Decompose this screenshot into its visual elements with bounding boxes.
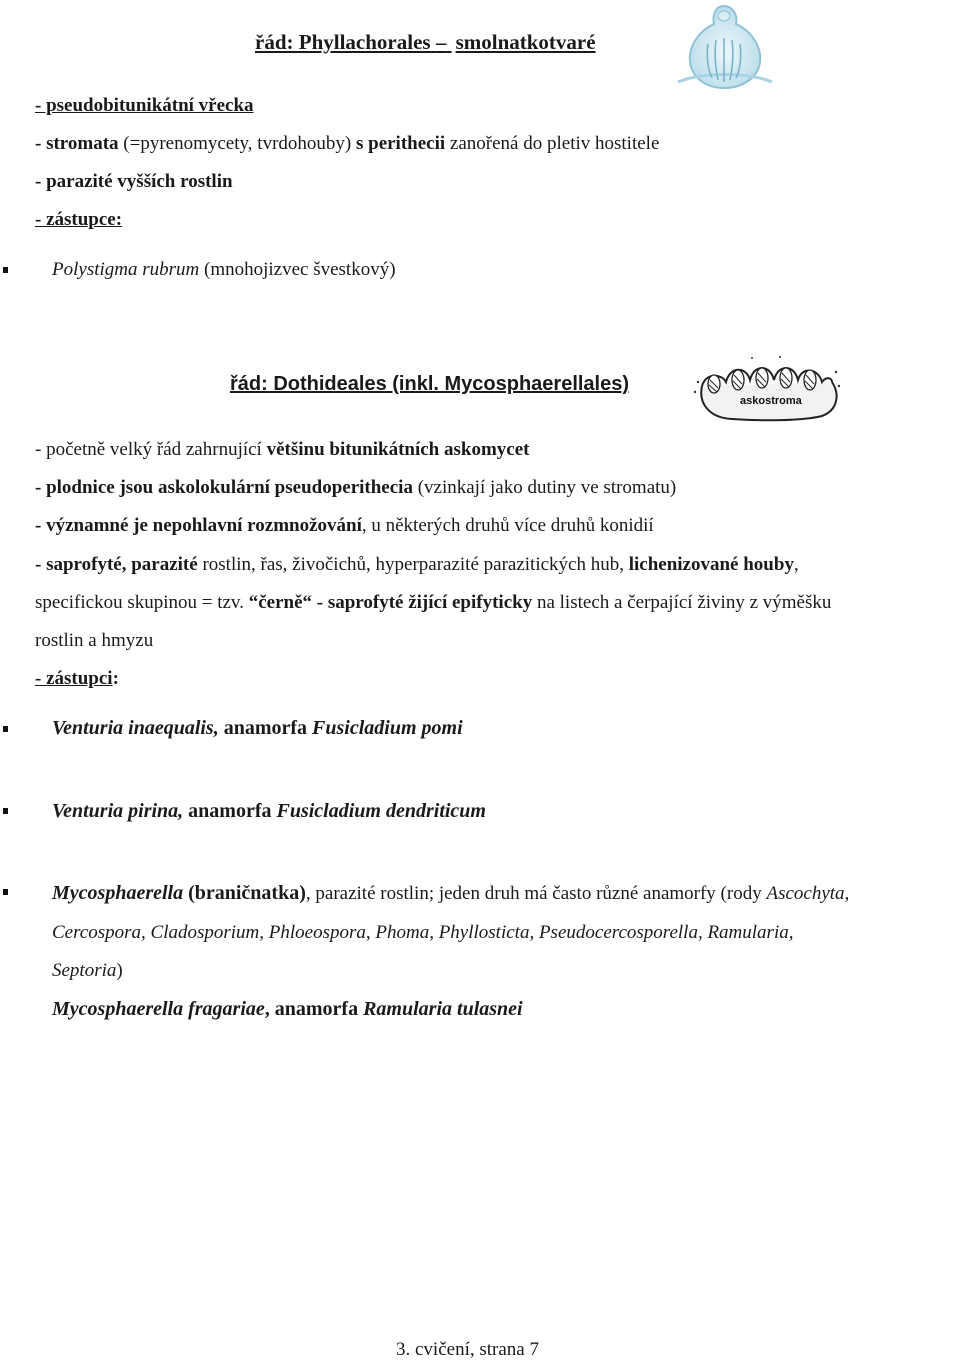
line-pseudobitunicate: - pseudobitunikátní vřecka (35, 95, 254, 116)
para-ecology-bold: - saprofyté, parazité (35, 554, 198, 575)
para-fruiting-bodies (35, 477, 676, 499)
list-item-mycosphaerella (52, 882, 849, 905)
title-order-name: řád: Phyllachorales (255, 30, 431, 54)
para-ecology-comma: , (793, 554, 799, 575)
species-name: Polystigma rubrum (52, 259, 200, 280)
genus-name: Mycosphaerella (52, 882, 184, 904)
title-czech-name: smolnatkotvaré (455, 30, 596, 54)
stromata-note: (=pyrenomycety, tvrdohouby) (118, 133, 356, 154)
anamorph-name: Ramularia tulasnei (363, 998, 523, 1020)
para-sooty-bold: “černě“ - saprofyté žijící epifyticky (248, 592, 533, 613)
genus-common-name: (braničnatka) (183, 882, 306, 904)
para-order-size-text: - početně velký řád zahrnující (35, 439, 267, 460)
para-order-size (35, 439, 529, 461)
stromata-rest: zanořená do pletiv hostitele (445, 133, 660, 154)
anamorph-genus-last: Septoria (52, 960, 117, 981)
species-name: Mycosphaerella fragariae (52, 998, 265, 1020)
list-item-venturia-pirina (52, 799, 486, 823)
perithecia-label: s perithecii (355, 133, 446, 154)
para-order-size-bold: většinu bitunikátních askomycet (266, 439, 530, 460)
para-asexual (35, 515, 654, 537)
section-title-phyllachorales (255, 30, 596, 54)
para-asexual-rest: , u některých druhů více druhů konidií (361, 515, 654, 536)
representatives-label: - zástupci (35, 668, 113, 689)
para-fruiting-note: (vzinkají jako dutiny ve stromatu) (412, 477, 677, 498)
species-name: Venturia inaequalis, (52, 717, 219, 739)
anamorph-label: anamorfa (183, 800, 277, 822)
stromata-label: - stromata (35, 133, 119, 154)
para-sooty-end: rostlin a hmyzu (35, 630, 154, 651)
common-name: (mnohojizvec švestkový) (199, 259, 396, 280)
askostroma-illustration (692, 352, 842, 424)
close-paren: ) (116, 960, 123, 981)
list-item-venturia-inaequalis (52, 716, 463, 740)
section-title-dothideales: řád: Dothideales (inkl. Mycosphaerellales) (230, 373, 630, 395)
para-fruiting-bold: - plodnice jsou askolokulární pseudoperithecia (35, 477, 413, 498)
anamorph-name: Fusicladium dendriticum (276, 800, 486, 822)
list-item-polystigma (52, 259, 396, 281)
line-parasites: - parazité vyšších rostlin (35, 171, 233, 192)
page-footer: 3. cvičení, strana 7 (396, 1339, 539, 1360)
genus-description: , parazité rostlin; jeden druh má často různé anamorfy (rody (305, 883, 767, 904)
para-sooty-text: specifickou skupinou = tzv. (35, 592, 249, 613)
bullet-marker (3, 267, 8, 273)
para-ecology-text: rostlin, řas, živočichů, hyperparazité parazitických hub, (197, 554, 629, 575)
representatives-colon: : (112, 668, 119, 689)
species-name: Venturia pirina, (52, 800, 184, 822)
bullet-marker (3, 808, 8, 814)
para-asexual-bold: - významné je nepohlavní rozmnožování (35, 515, 362, 536)
anamorph-label: , anamorfa (264, 998, 364, 1020)
anamorph-genera-list: Cercospora, Cladosporium, Phloeospora, Phoma, Phyllosticta, Pseudocercosporella, Ramularia, (52, 922, 794, 943)
item-mycosphaerella-fragariae (52, 997, 523, 1021)
title-dash: – (435, 30, 447, 54)
askostroma-label: askostroma (740, 395, 802, 407)
anamorph-genera-last (52, 960, 123, 982)
line-stromata (35, 133, 659, 155)
perithecium-illustration (672, 0, 777, 95)
line-representatives (35, 668, 119, 690)
bullet-marker (3, 889, 8, 895)
para-ecology (35, 554, 799, 576)
anamorph-genus-first: Ascochyta, (766, 883, 850, 904)
anamorph-label: anamorfa (218, 717, 313, 739)
bullet-marker (3, 726, 8, 732)
line-representative: - zástupce: (35, 209, 123, 230)
para-ecology-lichen: lichenizované houby (628, 554, 794, 575)
anamorph-name: Fusicladium pomi (312, 717, 463, 739)
para-sooty-rest: na listech a čerpající živiny z výměšku (532, 592, 832, 613)
para-sooty-moulds (35, 592, 831, 614)
